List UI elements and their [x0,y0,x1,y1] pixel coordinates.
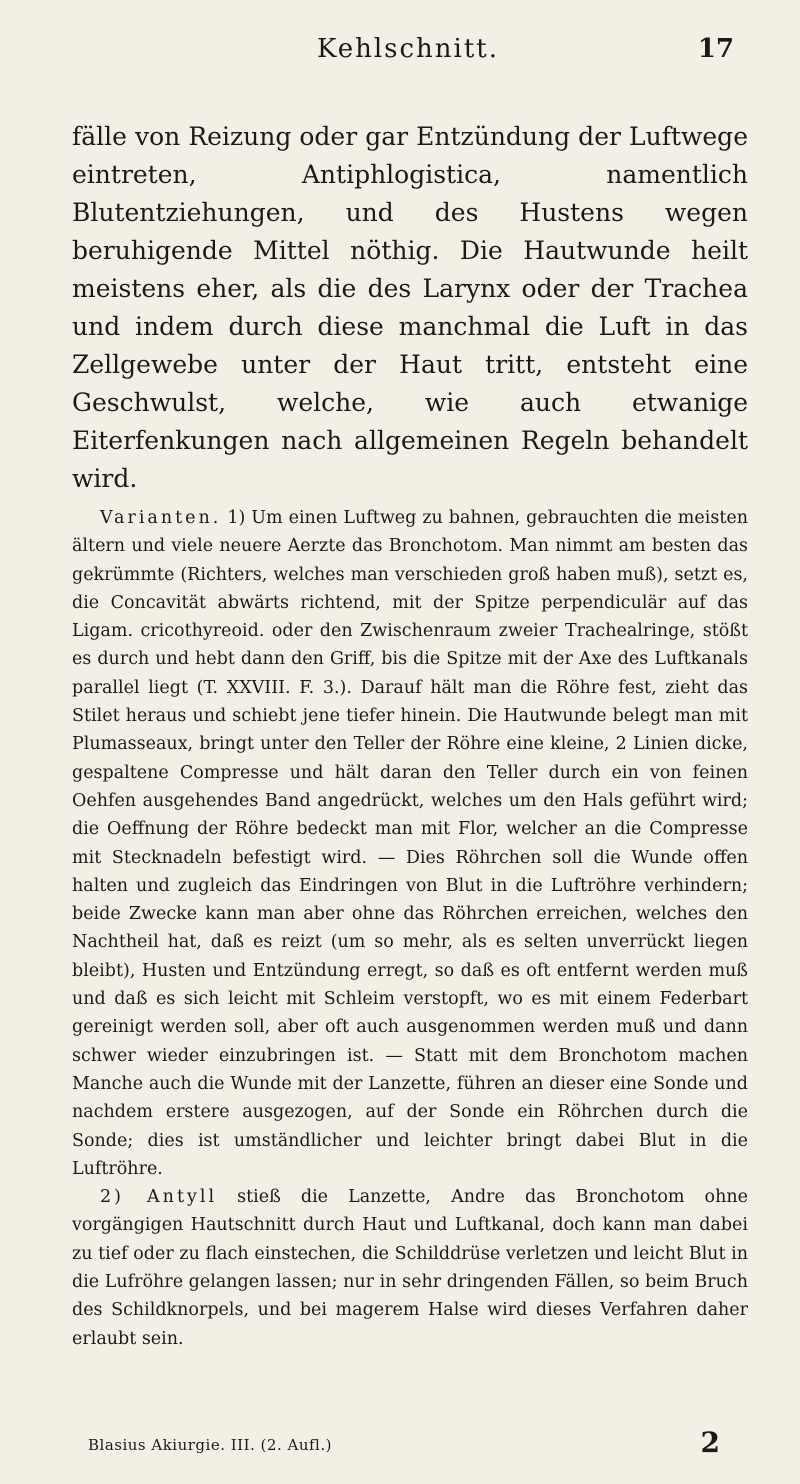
signature-mark: 2 [700,1426,720,1459]
page-footer [88,1426,740,1462]
running-title: Kehlschnitt. [316,34,500,64]
varianten-text: 1) Um einen Luftweg zu bahnen, gebrauchten die meisten ältern und viele neuere Aerzte das Bronchotom. Man nimmt am besten das gekrümmte (Richters, welches man verschieden groß haben muß), setzt es, die Concavität abwärts richtend, mit der Spitze perpendiculär auf das Ligam. cricothyreoid. oder den Zwischenraum zweier Trachealringe, stößt es durch und hebt dann den Griff, bis die Spitze mit der Axe des Luftkanals parallel liegt (T. XXVIII. F. 3.). Darauf hält man die Röhre fest, zieht das Stilet heraus und schiebt jene tiefer hinein. Die Hautwunde belegt man mit Plumasseaux, bringt unter den Teller der Röhre eine kleine, 2 Linien dicke, gespaltene Compresse und hält daran den Teller durch ein von feinen Oehfen ausgehendes Band angedrückt, welches um den Hals geführt wird; die Oeffnung der Röhre bedeckt man mit Flor, welcher an die Compresse mit Stecknadeln befestigt wird. — Dies Röhrchen soll die Wunde offen halten und zugleich das Eindringen von Blut in die Luftröhre verhindern; beide Zwecke kann man aber ohne das Röhrchen erreichen, welches den Nachtheil hat, daß es reizt (um so mehr, als es selten unverrückt liegen bleibt), Husten und Entzündung erregt, so daß es oft entfernt werden muß und daß es sich leicht mit Schleim verstopft, wo es mit einem Federbart gereinigt werden soll, aber oft auch ausgenommen werden muß und dann schwer wieder einzubringen ist. — Statt mit dem Bronchotom machen Manche auch die Wunde mit der Lanzette, führen an dieser eine Sonde und nachdem erstere ausgezogen, auf der Sonde ein Röhrchen durch die Sonde; dies ist umständlicher und leichter bringt dabei Blut in die Luftröhre. [72,508,748,1179]
antyll-text: stieß die Lanzette, Andre das Bronchotom ohne vorgängigen Hautschnitt durch Haut und Luftkanal, doch kann man dabei zu tief oder zu flach einstechen, die Schilddrüse verletzen und leicht Blut in die Lufröhre gelangen lassen; nur in sehr dringenden Fällen, so beim Bruch des Schildknorpels, und bei magerem Halse wird dieses Verfahren daher erlaubt sein. [72,1187,748,1349]
page-header [72,34,744,74]
page-body [72,118,748,1353]
intro-paragraph: fälle von Reizung oder gar Entzündung der Luftwege eintreten, Antiphlogistica, namentlich Blutentziehungen, und des Hustens wegen beruhigende Mittel nöthig. Die Hautwunde heilt meistens eher, als die des Larynx oder der Trachea und indem durch diese manchmal die Luft in das Zellgewebe unter der Haut tritt, entsteht eine Geschwulst, welche, wie auch etwanige Eiterfenkungen nach allgemeinen Regeln behandelt wird. [72,122,748,493]
signature-line: Blasius Akiurgie. III. (2. Aufl.) [88,1436,332,1454]
antyll-paragraph [72,1183,748,1353]
antyll-heading: 2) Antyll [100,1187,218,1208]
varianten-paragraph [72,504,748,1183]
varianten-heading: Varianten. [100,508,222,528]
page-number: 17 [697,34,734,64]
